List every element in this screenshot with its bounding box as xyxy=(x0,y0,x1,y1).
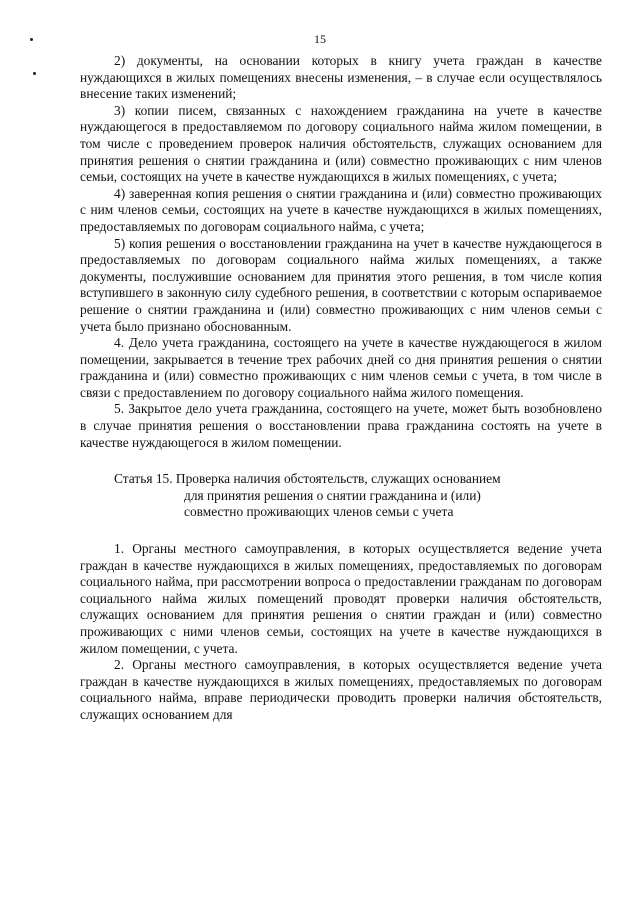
paragraph-item-3: 3) копии писем, связанных с нахождением гражданина на учете в качестве нуждающегося в предоставляемом по договору социального найма жилом помещении, в том числе с проведением проверок наличия обстоятельств, служащих основанием для принятия решения о снятии гражданина и (или) совместно проживающих с ним членов семьи, состоящих на учете в качестве нуждающихся в жилых помещениях, с учета; xyxy=(80,102,602,185)
paragraph-item-2: 2) документы, на основании которых в книгу учета граждан в качестве нуждающихся в жилых помещениях внесены изменения, – в случае если осуществлялось внесение таких изменений; xyxy=(80,53,602,102)
article-heading xyxy=(80,471,602,521)
paragraph-article-clause-2: 2. Органы местного самоуправления, в которых осуществляется ведение учета граждан в качестве нуждающихся в жилых помещениях, предоставляемых по договорам социального найма, вправе периодически проводить проверки наличия обстоятельств, служащих основанием для xyxy=(80,657,602,722)
document-body xyxy=(80,53,602,724)
paragraph-clause-4: 4. Дело учета гражданина, состоящего на учете в качестве нуждающегося в жилом помещении, закрывается в течение трех рабочих дней со дня принятия решения о снятии гражданина и (или) совместно проживающих с ним членов семьи с учета, в том числе в связи с предоставлением по договору социального найма жилого помещения. xyxy=(80,335,602,400)
page-number: 15 xyxy=(314,32,326,46)
article-heading-line-1: Статья 15. Проверка наличия обстоятельств, служащих основанием xyxy=(114,471,501,487)
article-heading-line-3: совместно проживающих членов семьи с учета xyxy=(184,504,454,520)
margin-dot-mark xyxy=(30,38,33,41)
margin-dot-mark xyxy=(33,72,36,75)
paragraph-clause-5: 5. Закрытое дело учета гражданина, состоящего на учете, может быть возобновлено в случае принятия решения о восстановлении права гражданина состоять на учете в качестве нуждающегося в жилом помещении. xyxy=(80,401,602,450)
article-heading-line-2: для принятия решения о снятии гражданина и (или) xyxy=(184,487,481,503)
paragraph-item-4: 4) заверенная копия решения о снятии гражданина и (или) совместно проживающих с ним членов семьи, состоящих на учете в качестве нуждающихся в жилых помещениях, предоставляемых по договорам социального найма, с учета; xyxy=(80,185,602,234)
paragraph-item-5: 5) копия решения о восстановлении гражданина на учет в качестве нуждающегося в предоставляемых по договорам социального найма жилых помещениях, а также документы, послужившие основанием для принятия этого решения, в том числе копия вступившего в законную силу судебного решения, в соответствии с которым оспариваемое решение о снятии гражданина и (или) совместно проживающих с ним членов семьи с учета было признано обоснованным. xyxy=(80,235,602,334)
paragraph-article-clause-1: 1. Органы местного самоуправления, в которых осуществляется ведение учета граждан в качестве нуждающихся в жилых помещениях, предоставляемых по договорам социального найма, при рассмотрении вопроса о предоставлении гражданам по договорам социального найма жилых помещений проводят проверки наличия обстоятельств, служащих основанием для принятия решения о снятии граждан и (или) совместно проживающих с ними членов семьи, состоящих на учете в качестве нуждающихся в жилом помещении, с учета. xyxy=(80,541,602,656)
